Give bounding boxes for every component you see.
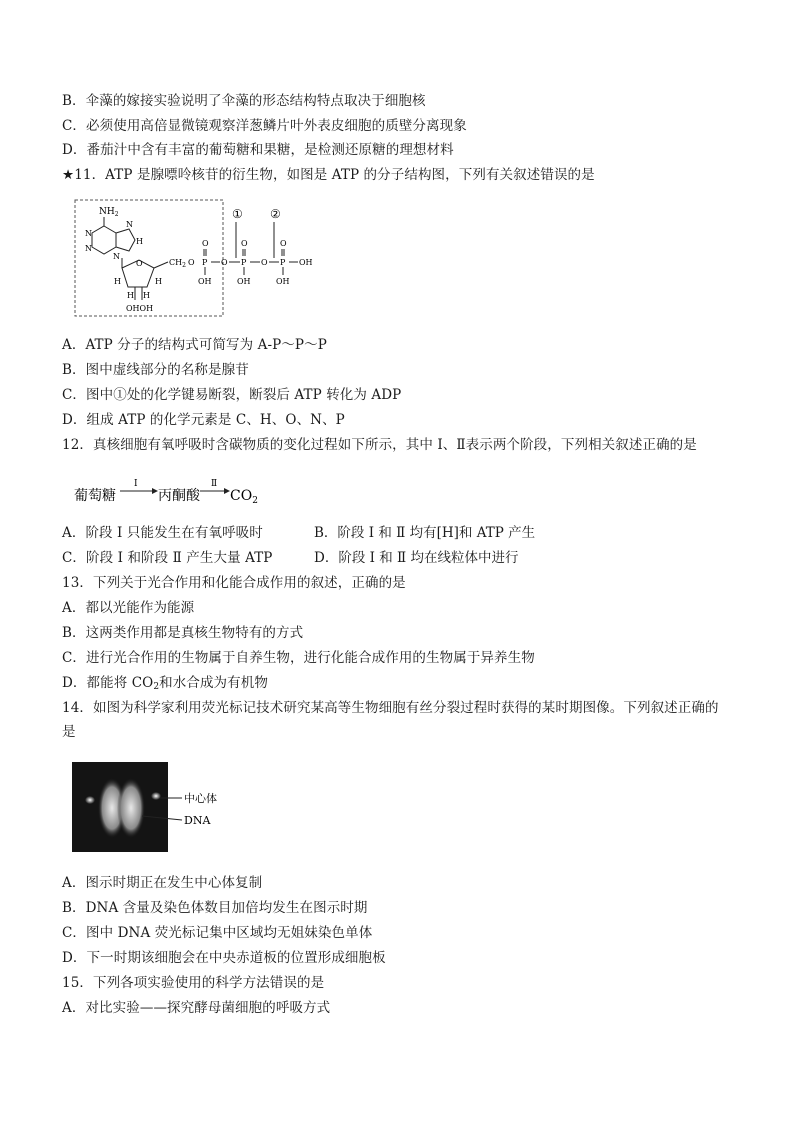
q15-stem: 15．下列各项实验使用的科学方法错误的是 [62,975,325,991]
q10-option-d: D．番茄汁中含有丰富的葡萄糖和果糖，是检测还原糖的理想材料 [62,142,454,158]
q14-stem-line2: 是 [62,724,76,740]
q15-option-a: A．对比实验——探究酵母菌细胞的呼吸方式 [62,1000,331,1016]
q12-option-c: C．阶段 Ⅰ 和阶段 Ⅱ 产生大量 ATP [62,550,273,566]
q12-stem: 12．真核细胞有氧呼吸时含碳物质的变化过程如下所示，其中 Ⅰ、Ⅱ表示两个阶段，下列相关叙述正确的是 [62,437,697,453]
phosphate-oh-2: OH [237,277,251,286]
q11-option-b: B．图中虚线部分的名称是腺苷 [62,362,249,378]
co2-label: $CO_2$ [230,488,258,506]
q14-option-b: B．DNA 含量及染色体数目加倍均发生在图示时期 [62,900,368,916]
q10-option-c: C．必须使用高倍显微镜观察洋葱鳞片叶外表皮细胞的质壁分离现象 [62,118,467,134]
centrosome-label: 中心体 [184,792,217,805]
q14-option-d: D．下一时期该细胞会在中央赤道板的位置形成细胞板 [62,950,386,966]
phosphate-oh-3: OH [276,277,290,286]
nh2-label: $NH_2$ [99,207,119,218]
ribose-o-label: O [136,259,143,268]
bond-marker-1: ① [232,207,243,221]
centrosome-left [85,796,95,804]
imidazole-ring [116,229,135,251]
stage-2-label: Ⅱ [211,479,218,489]
h-label-c: H [127,291,134,300]
phosphate-o-top-3: O [280,239,287,248]
q10-option-b: B．伞藻的嫁接实验说明了伞藻的形态结构特点取决于细胞核 [62,93,426,109]
ohoh-label: OHOH [126,304,154,313]
link-o-1: O [188,258,195,267]
atp-structure-figure [70,196,370,322]
q11-option-a: A．ATP 分子的结构式可简写为 A-P～P～P [62,337,327,353]
q13-stem: 13．下列关于光合作用和化能合成作用的叙述，正确的是 [62,575,406,591]
q12-option-a: A．阶段 Ⅰ 只能发生在有氧呼吸时 [62,525,263,541]
h-label-a: H [114,277,121,286]
phosphate-oh-1: OH [198,277,212,286]
phosphate-o-top-2: O [241,239,248,248]
q11-option-c: C．图中①处的化学键易断裂，断裂后 ATP 转化为 ADP [62,387,402,403]
link-o-2: O [221,258,228,267]
ch2-label: $CH_2$ [169,258,186,269]
q13-option-b: B．这两类作用都是真核生物特有的方式 [62,625,304,641]
dna-region-right [117,778,145,838]
h-label-ring: H [136,237,143,246]
q14-option-a: A．图示时期正在发生中心体复制 [62,875,263,891]
link-o-3: O [261,258,268,267]
stage-1-label: Ⅰ [134,479,138,489]
glucose-label: 葡萄糖 [74,488,116,504]
respiration-flow-diagram [70,474,290,510]
n-label-3: N [126,220,133,229]
cell-mitosis-figure [70,760,250,856]
q14-option-c: C．图中 DNA 荧光标记集中区域均无姐妹染色单体 [62,925,373,941]
q12-option-d: D．阶段 Ⅰ 和 Ⅱ 均在线粒体中进行 [314,550,519,566]
n-label-4: N [113,252,120,261]
q11-option-d: D．组成 ATP 的化学元素是 C、H、O、N、P [62,412,345,428]
adenine-ring [92,226,116,254]
q14-stem-line1: 14．如图为科学家利用荧光标记技术研究某高等生物细胞有丝分裂过程时获得的某时期图像。下列叙述正确的 [62,700,719,716]
bond-marker-2: ② [270,207,281,221]
terminal-oh: OH [299,258,313,267]
phosphate-o-top-1: O [202,239,209,248]
phosphate-p-1: P [202,258,208,267]
n-label-2: N [85,244,92,253]
pyruvate-label: 丙酮酸 [158,488,200,504]
phosphate-p-3: P [280,258,286,267]
h-label-b: H [155,277,162,286]
q13-option-d: D．都能将 $CO_2$和水合成为有机物 [62,675,268,692]
dna-label: DNA [184,814,211,827]
q11-stem: ★11．ATP 是腺嘌呤核苷的衍生物，如图是 ATP 的分子结构图，下列有关叙述错误的是 [62,167,595,183]
phosphate-p-2: P [241,258,247,267]
q13-option-c: C．进行光合作用的生物属于自养生物，进行化能合成作用的生物属于异养生物 [62,650,535,666]
centrosome-right [151,792,161,800]
n-label-1: N [85,229,92,238]
q13-option-a: A．都以光能作为能源 [62,600,195,616]
h-label-d: H [143,291,150,300]
q12-option-b: B．阶段 Ⅰ 和 Ⅱ 均有[H]和 ATP 产生 [314,525,536,541]
